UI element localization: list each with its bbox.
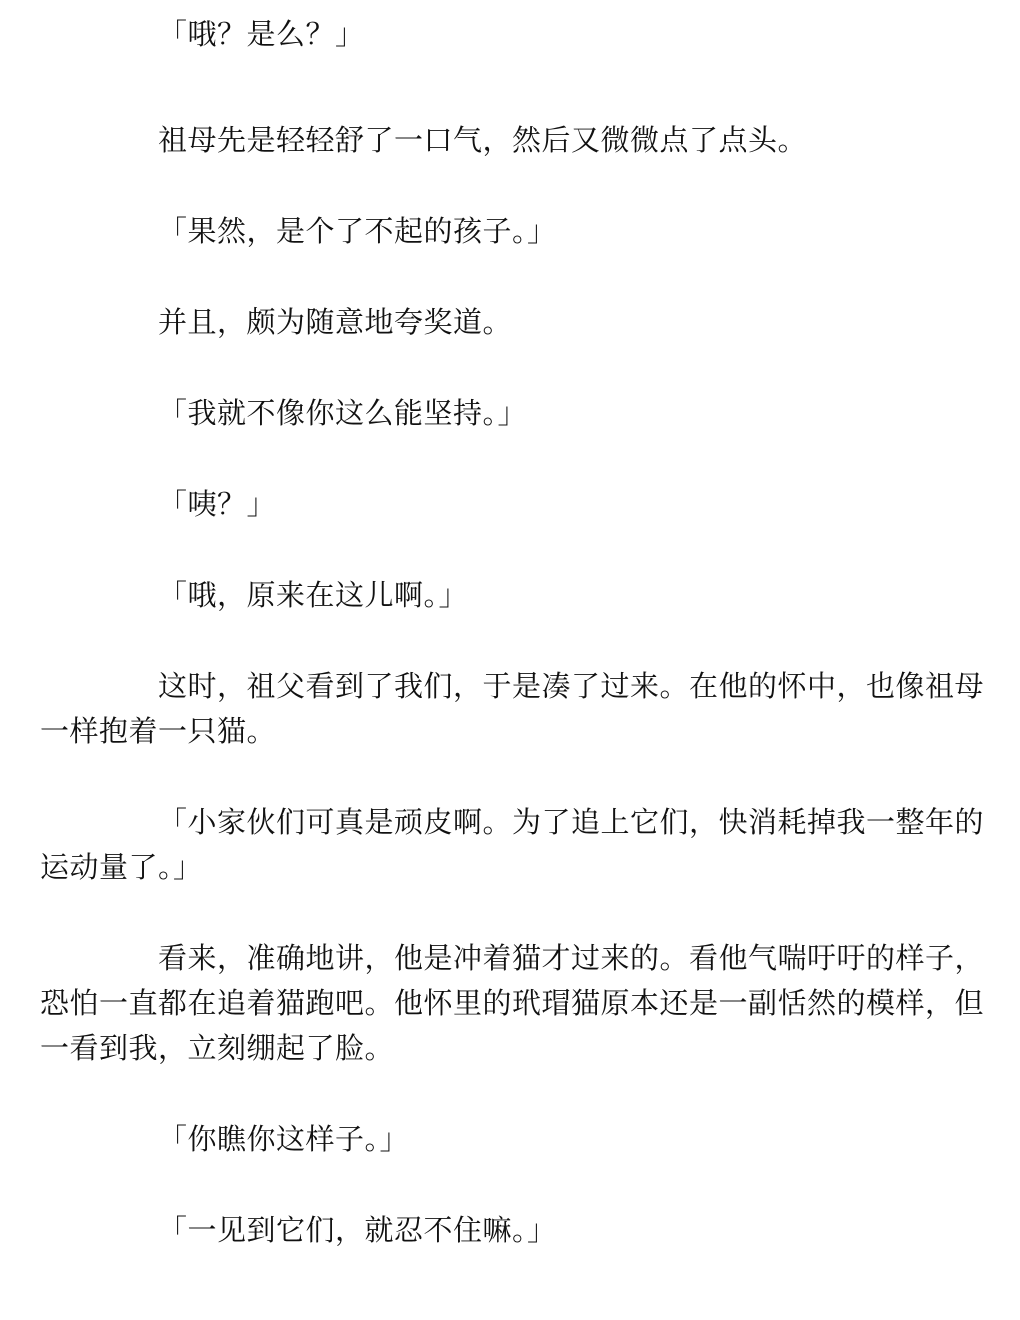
paragraph-1: 「哦？是么？」	[158, 17, 365, 51]
paragraph-7: 「哦，原来在这儿啊。」	[158, 578, 469, 612]
paragraph-3: 「果然，是个了不起的孩子。」	[158, 214, 557, 248]
paragraph-11: 「你瞧你这样子。」	[158, 1122, 410, 1156]
paragraph-10: 看来，准确地讲，他是冲着猫才过来的。看他气喘吁吁的样子，恐怕一直都在追着猫跑吧。他怀里的玳瑁猫原本还是一副恬然的模样，但一看到我，立刻绷起了脸。	[40, 941, 985, 1065]
paragraph-12: 「一见到它们，就忍不住嘛。」	[158, 1213, 557, 1247]
paragraph-4: 并且，颇为随意地夸奖道。	[158, 305, 513, 339]
paragraph-5: 「我就不像你这么能坚持。」	[158, 396, 528, 430]
paragraph-8: 这时，祖父看到了我们，于是凑了过来。在他的怀中，也像祖母一样抱着一只猫。	[40, 669, 985, 748]
paragraph-6: 「咦？」	[158, 487, 277, 521]
paragraph-2: 祖母先是轻轻舒了一口气，然后又微微点了点头。	[158, 123, 808, 157]
paragraph-9: 「小家伙们可真是顽皮啊。为了追上它们，快消耗掉我一整年的运动量了。」	[40, 805, 985, 884]
